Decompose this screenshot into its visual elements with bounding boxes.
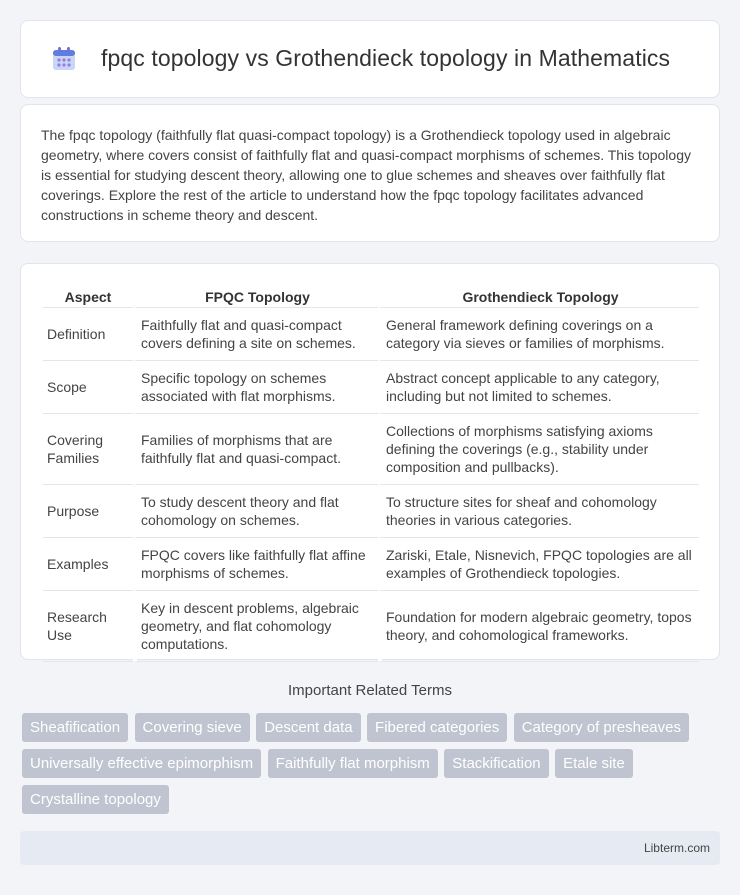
calendar-icon [51,46,77,72]
term-tag-faithfully-flat-morphism[interactable]: Faithfully flat morphism [268,749,438,778]
term-tag-etale-site[interactable]: Etale site [555,749,633,778]
table-row [43,414,699,485]
header-grothendieck: Grothendieck Topology [378,286,699,308]
row-fpqc: FPQC covers like faithfully flat affine morphisms of schemes. [133,538,378,591]
row-grothendieck: General framework defining coverings on a category via sieves or families of morphisms. [378,308,699,361]
term-tag-category-of-presheaves[interactable]: Category of presheaves [514,713,689,742]
related-terms-title: Important Related Terms [288,682,452,699]
term-tag-universally-effective-epimorphism[interactable]: Universally effective epimorphism [22,749,261,778]
table-row [43,308,699,361]
row-grothendieck: Zariski, Etale, Nisnevich, FPQC topologies are all examples of Grothendieck topologies. [378,538,699,591]
row-fpqc: To study descent theory and flat cohomology on schemes. [133,485,378,538]
row-grothendieck: Collections of morphisms satisfying axioms defining the coverings (e.g., stability under composition and pullbacks). [378,414,699,485]
row-aspect: Covering Families [43,414,133,485]
row-grothendieck: Foundation for modern algebraic geometry, topos theory, and cohomological frameworks. [378,591,699,662]
row-fpqc: Families of morphisms that are faithfully flat and quasi-compact. [133,414,378,485]
row-fpqc: Key in descent problems, algebraic geometry, and flat cohomology computations. [133,591,378,662]
table-header-row [43,286,699,308]
row-grothendieck: Abstract concept applicable to any category, including but not limited to schemes. [378,361,699,414]
related-terms-list [22,713,722,821]
term-tag-crystalline-topology[interactable]: Crystalline topology [22,785,169,814]
row-aspect: Examples [43,538,133,591]
footer [20,831,720,865]
row-aspect: Definition [43,308,133,361]
header-fpqc: FPQC Topology [133,286,378,308]
table-row [43,591,699,662]
term-tag-sheafification[interactable]: Sheafification [22,713,128,742]
comparison-table [43,286,699,662]
row-grothendieck: To structure sites for sheaf and cohomology theories in various categories. [378,485,699,538]
table-row [43,361,699,414]
header-card [20,20,720,98]
row-fpqc: Faithfully flat and quasi-compact covers defining a site on schemes. [133,308,378,361]
row-fpqc: Specific topology on schemes associated with flat morphisms. [133,361,378,414]
table-row [43,538,699,591]
intro-card [20,104,720,242]
term-tag-fibered-categories[interactable]: Fibered categories [367,713,507,742]
term-tag-covering-sieve[interactable]: Covering sieve [135,713,250,742]
footer-site-link[interactable]: Libterm.com [643,841,710,855]
intro-paragraph: The fpqc topology (faithfully flat quasi-compact topology) is a Grothendieck topology used in algebraic geometry, where covers consist of faithfully flat and quasi-compact morphisms of schemes. This topology is essential for studying descent theory, allowing one to glue schemes and sheaves over faithfully flat coverings. Explore the rest of the article to understand how the fpqc topology facilitates advanced constructions in scheme theory and descent. [41,127,691,223]
page-title: fpqc topology vs Grothendieck topology in Mathematics [101,45,671,71]
header-aspect: Aspect [43,286,133,308]
term-tag-stackification[interactable]: Stackification [444,749,548,778]
table-row [43,485,699,538]
term-tag-descent-data[interactable]: Descent data [256,713,360,742]
row-aspect: Scope [43,361,133,414]
row-aspect: Purpose [43,485,133,538]
row-aspect: Research Use [43,591,133,662]
comparison-card [20,263,720,660]
